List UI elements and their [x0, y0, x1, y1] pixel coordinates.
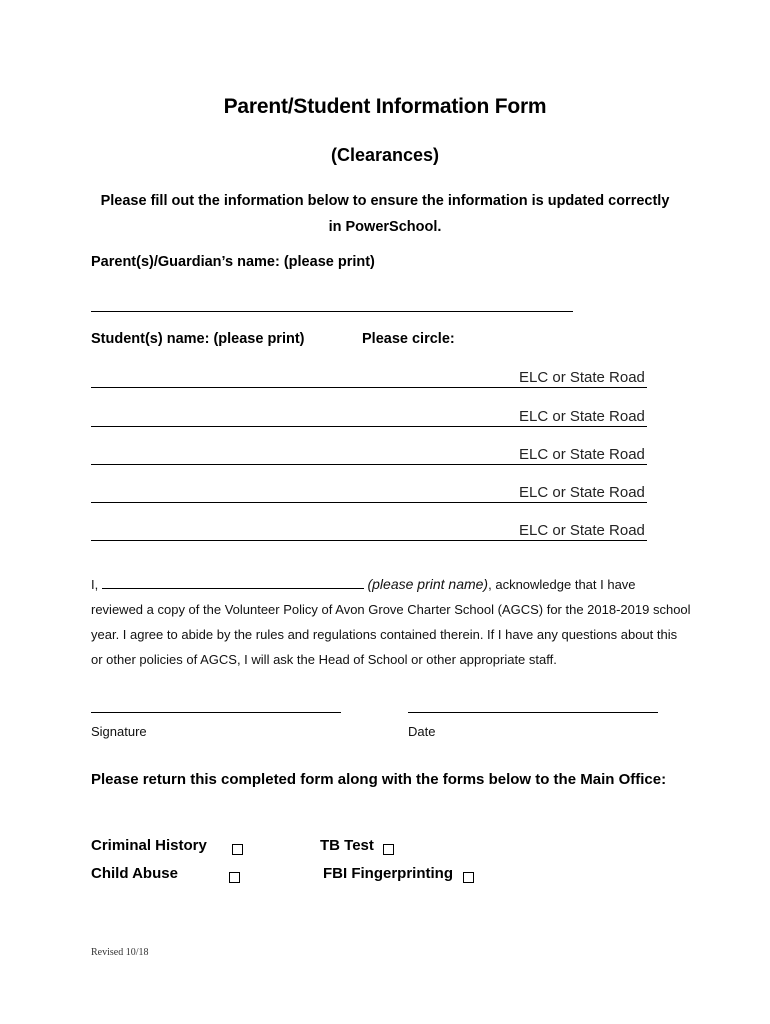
child-abuse-label: Child Abuse: [91, 865, 178, 882]
child-abuse-checkbox[interactable]: [229, 870, 240, 888]
fbi-fingerprinting-label: FBI Fingerprinting: [323, 865, 453, 882]
ack-prefix: I,: [91, 577, 99, 592]
school-choice[interactable]: ELC or State Road: [519, 446, 645, 463]
criminal-history-checkbox[interactable]: [232, 842, 243, 860]
intro-text: Please fill out the information below to ensure the information is updated correctly in PowerSchool.: [100, 193, 670, 235]
school-choice[interactable]: ELC or State Road: [519, 522, 645, 539]
school-choice-underline: [519, 387, 647, 388]
checkbox-icon: [463, 872, 474, 883]
school-choice-underline: [519, 540, 647, 541]
criminal-history-label: Criminal History: [91, 837, 207, 854]
date-field[interactable]: [408, 712, 658, 713]
revision-footer: Revised 10/18: [91, 947, 149, 958]
student-name-field[interactable]: [91, 464, 519, 465]
school-choice[interactable]: ELC or State Road: [519, 369, 645, 386]
parent-name-label: Parent(s)/Guardian’s name: (please print): [91, 254, 375, 270]
form-subtitle: (Clearances): [330, 145, 440, 165]
school-choice[interactable]: ELC or State Road: [519, 408, 645, 425]
student-name-label: Student(s) name: (please print): [91, 331, 305, 347]
school-choice-underline: [519, 426, 647, 427]
form-title: Parent/Student Information Form: [223, 95, 547, 118]
student-name-field[interactable]: [91, 540, 519, 541]
school-choice[interactable]: ELC or State Road: [519, 484, 645, 501]
tb-test-label: TB Test: [320, 837, 374, 854]
checkbox-icon: [383, 844, 394, 855]
student-name-field[interactable]: [91, 387, 519, 388]
parent-name-field[interactable]: [91, 311, 573, 312]
signature-field[interactable]: [91, 712, 341, 713]
date-label: Date: [408, 724, 436, 739]
school-choice-underline: [519, 464, 647, 465]
fbi-fingerprinting-checkbox[interactable]: [463, 870, 474, 888]
student-name-field[interactable]: [91, 426, 519, 427]
please-circle-label: Please circle:: [362, 331, 455, 347]
checkbox-icon: [229, 872, 240, 883]
tb-test-checkbox[interactable]: [383, 842, 394, 860]
ack-body: , acknowledge that I have reviewed a copy of the Volunteer Policy of Avon Grove Charter School (AGCS) for the 2018-2019 school year. I agree to abide by the rules and regulations contained therein. If I have any questions about this or other policies of AGCS, I will ask the Head of School or other appropriate staff.: [91, 577, 691, 667]
checkbox-icon: [232, 844, 243, 855]
signature-label: Signature: [91, 724, 147, 739]
return-instructions: Please return this completed form along with the forms below to the Main Office:: [91, 771, 667, 788]
student-name-field[interactable]: [91, 502, 519, 503]
print-name-field[interactable]: [102, 576, 364, 589]
school-choice-underline: [519, 502, 647, 503]
print-name-hint: (please print name): [367, 576, 489, 592]
acknowledgement-paragraph: [91, 572, 691, 672]
